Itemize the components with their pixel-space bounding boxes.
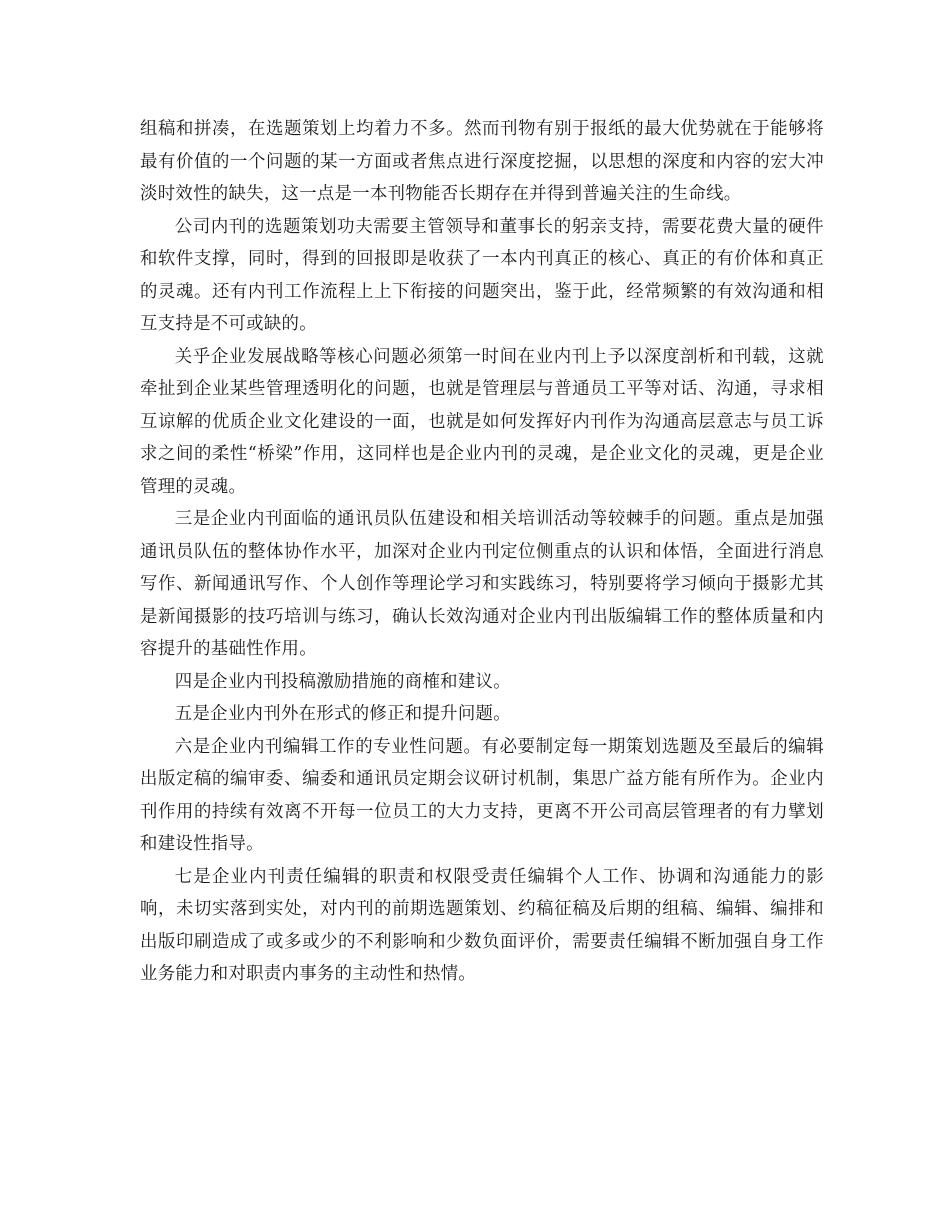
paragraph-3: 关乎企业发展战略等核心问题必须第一时间在业内刊上予以深度剖析和刊载，这就牵扯到企业某些管理透明化的问题，也就是管理层与普通员工平等对话、沟通，寻求相互谅解的优质企业文化建设的一面，也就是如何发挥好内刊作为沟通高层意志与员工诉求之间的柔性“桥梁”作用，这同样也是企业内刊的灵魂，是企业文化的灵魂，更是企业管理的灵魂。 [140, 346, 824, 497]
paragraph-2: 公司内刊的选题策划功夫需要主管领导和董事长的躬亲支持，需要花费大量的硬件和软件支撑，同时，得到的回报即是收获了一本内刊真正的核心、真正的有价体和真正的灵魂。还有内刊工作流程上上下衔接的问题突出，鉴于此，经常频繁的有效沟通和相互支持是不可或缺的。 [140, 216, 824, 334]
document-body [140, 113, 824, 991]
paragraph-5: 四是企业内刊投稿激励措施的商榷和建议。 [174, 671, 511, 692]
paragraph-1: 组稿和拼凑，在选题策划上均着力不多。然而刊物有别于报纸的最大优势就在于能够将最有价值的一个问题的某一方面或者焦点进行深度挖掘，以思想的深度和内容的宏大冲淡时效性的缺失，这一点是一本刊物能否长期存在并得到普遍关注的生命线。 [140, 119, 824, 204]
paragraph-6: 五是企业内刊外在形式的修正和提升问题。 [174, 704, 511, 724]
paragraph-7: 六是企业内刊编辑工作的专业性问题。有必要制定每一期策划选题及至最后的编辑出版定稿的编审委、编委和通讯员定期会议研讨机制，集思广益方能有所作为。企业内刊作用的持续有效离不开每一位员工的大力支持，更离不开公司高层管理者的有力擘划和建设性指导。 [140, 736, 824, 854]
paragraph-8: 七是企业内刊责任编辑的职责和权限受责任编辑个人工作、协调和沟通能力的影响，未切实落到实处，对内刊的前期选题策划、约稿征稿及后期的组稿、编辑、编排和出版印刷造成了或多或少的不利影响和少数负面评价，需要责任编辑不断加强自身工作业务能力和对职责内事务的主动性和热情。 [140, 866, 824, 984]
paragraph-4: 三是企业内刊面临的通讯员队伍建设和相关培训活动等较棘手的问题。重点是加强通讯员队伍的整体协作水平，加深对企业内刊定位侧重点的认识和体悟，全面进行消息写作、新闻通讯写作、个人创作等理论学习和实践练习，特别要将学习倾向于摄影尤其是新闻摄影的技巧培训与练习，确认长效沟通对企业内刊出版编辑工作的整体质量和内容提升的基础性作用。 [140, 509, 824, 659]
